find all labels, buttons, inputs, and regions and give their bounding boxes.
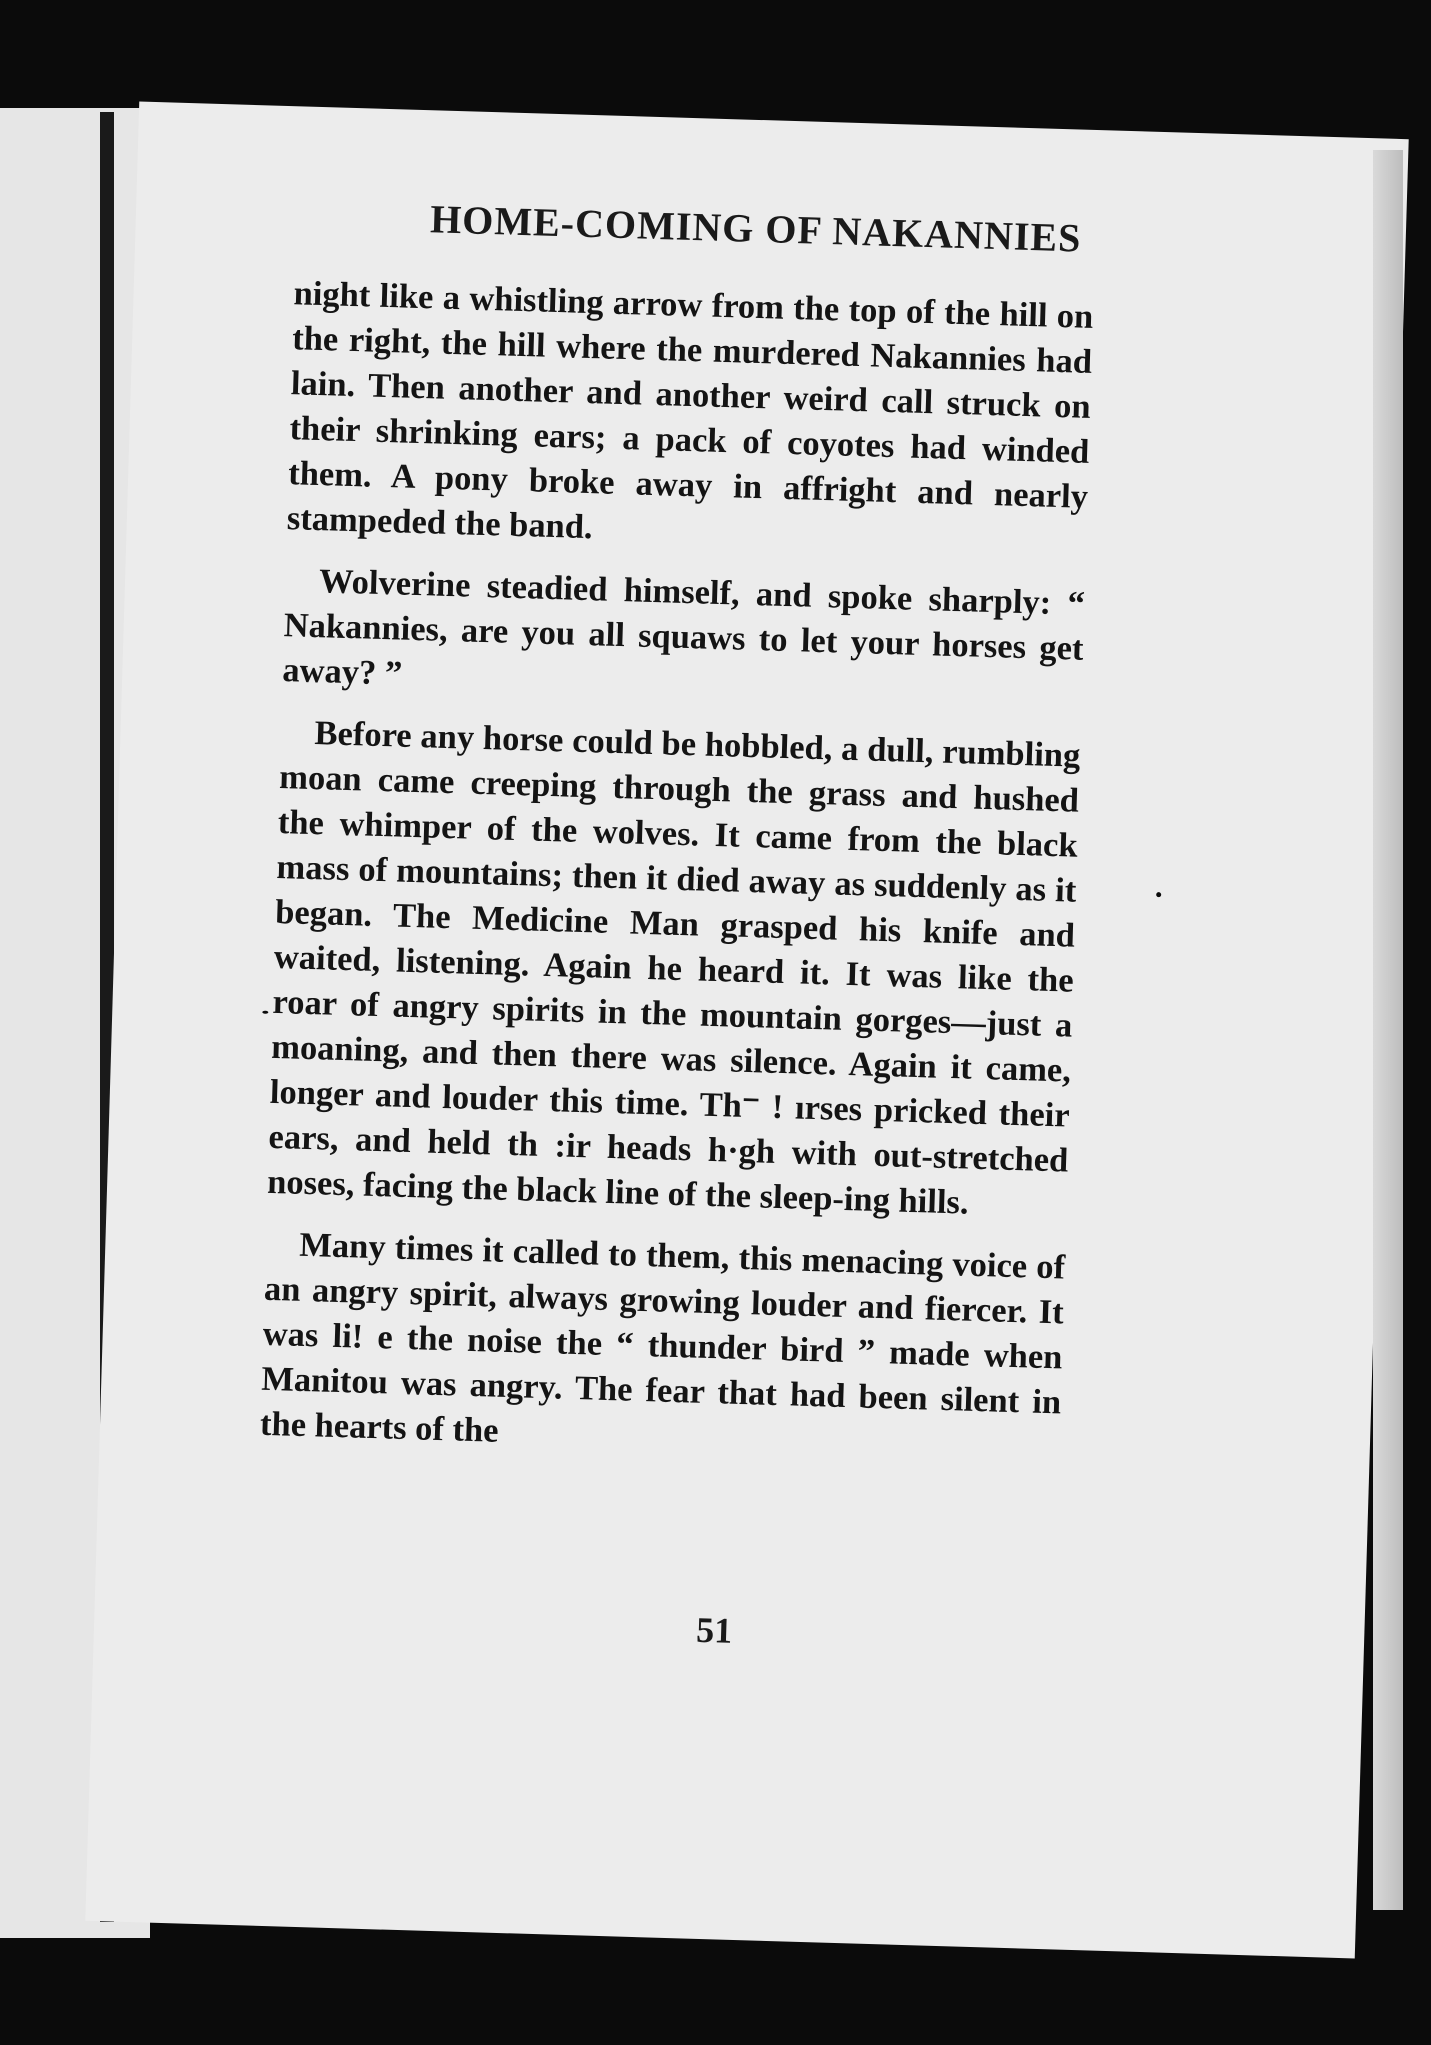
ink-speck	[1156, 892, 1161, 897]
paragraph-2: Wolverine steadied himself, and spoke sharply: “ Nakannies, are you all squaws to let your horses get away? ”	[281, 562, 1086, 693]
right-page-edge	[1373, 150, 1403, 1910]
body-text	[259, 271, 1094, 1487]
paragraph-3: Before any horse could be hobbled, a dull, rumbling moan came creeping through the grass and hushed the whimper of the wolves. It came from the black mass of mountains; then it died away as suddenly as it began. The Medicine Man grasped his knife and waited, listening. Again he heard it. It was like the roar of angry spirits in the mountain gorges—just a moaning, and then there was silence. Again it came, longer and louder this time. Th⁻ ! ırses pricked their ears, and held th :ir heads h·gh with out-stretched noses, facing the black line of the sleep-ing hills.	[266, 714, 1081, 1222]
paragraph-1: night like a whistling arrow from the top of the hill on the right, the hill where the murdered Nakannies had lain. Then another and another weird call struck on their shrinking ears; a pack of coyotes had winded them. A pony broke away in affright and nearly stampeded the band.	[286, 274, 1094, 547]
paragraph-4: Many times it called to them, this menacing voice of an angry spirit, always growing louder and fiercer. It was li! e the noise the “ thunder bird ” made when Manitou was angry. The fear that had been silent in the hearts of the	[259, 1225, 1066, 1450]
running-head: HOME-COMING OF NAKANNIES	[429, 196, 1083, 261]
book-page	[85, 102, 1408, 1959]
ink-speck	[262, 1011, 268, 1014]
page-number: 51	[695, 1609, 733, 1651]
